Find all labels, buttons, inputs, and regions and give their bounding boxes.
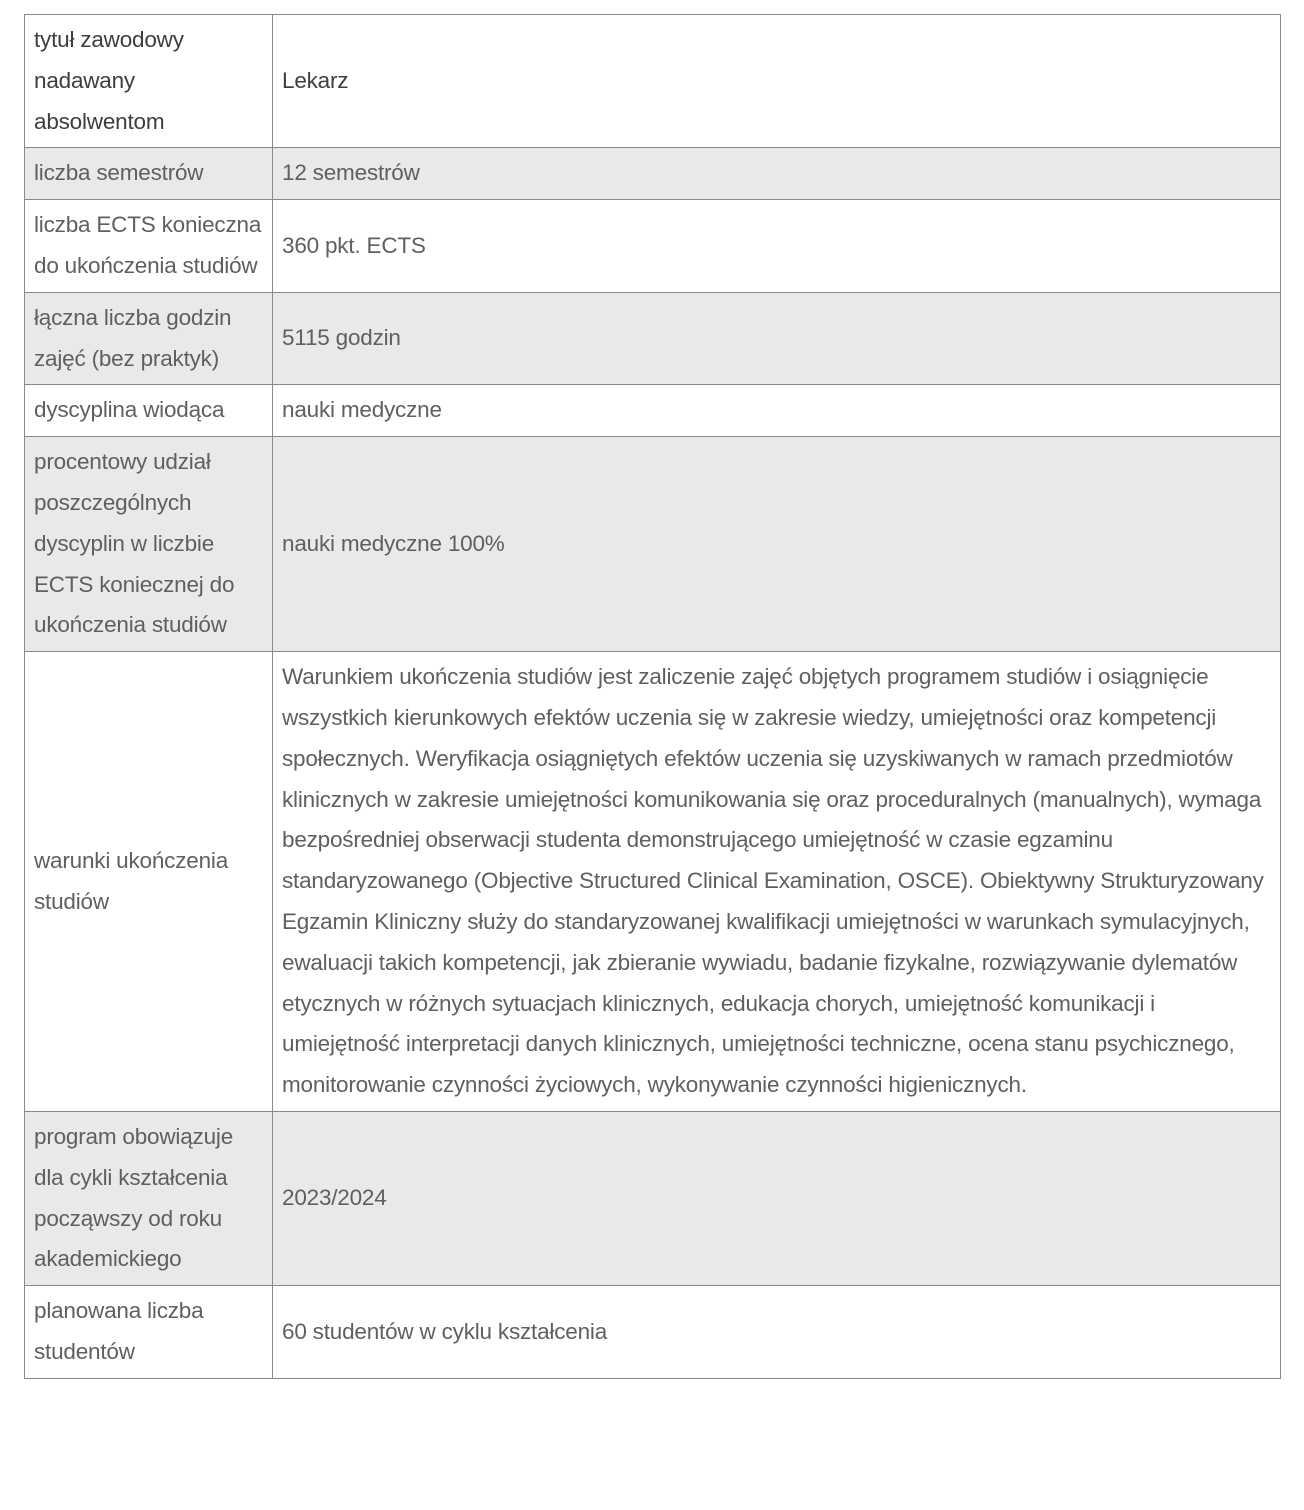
row-value: Lekarz xyxy=(273,15,1281,148)
row-leading-discipline xyxy=(25,385,1281,437)
row-label: planowana liczba studentów xyxy=(25,1286,273,1379)
row-value: 60 studentów w cyklu kształcenia xyxy=(273,1286,1281,1379)
row-label: liczba ECTS konieczna do ukończenia studiów xyxy=(25,200,273,293)
row-label: dyscyplina wiodąca xyxy=(25,385,273,437)
row-hours xyxy=(25,292,1281,385)
row-value: nauki medyczne xyxy=(273,385,1281,437)
row-discipline-share xyxy=(25,437,1281,652)
row-label: liczba semestrów xyxy=(25,148,273,200)
row-planned-students xyxy=(25,1286,1281,1379)
row-professional-title xyxy=(25,15,1281,148)
row-value: Warunkiem ukończenia studiów jest zaliczenie zajęć objętych programem studiów i osiągnięcie wszystkich kierunkowych efektów uczenia się w zakresie wiedzy, umiejętności oraz kompetencji społecznych. Weryfikacja osiągniętych efektów uczenia się uzyskiwanych w ramach przedmiotów klinicznych w zakresie umiejętności komunikowania się oraz proceduralnych (manualnych), wymaga bezpośredniej obserwacji studenta demonstrującego umiejętność w czasie egzaminu standaryzowanego (Objective Structured Clinical Examination, OSCE). Obiektywny Strukturyzowany Egzamin Kliniczny służy do standaryzowanej kwalifikacji umiejętności w warunkach symulacyjnych, ewaluacji takich kompetencji, jak zbieranie wywiadu, badanie fizykalne, rozwiązywanie dylematów etycznych w różnych sytuacjach klinicznych, edukacja chorych, umiejętność komunikacji i umiejętność interpretacji danych klinicznych, umiejętności techniczne, ocena stanu psychicznego, monitorowanie czynności życiowych, wykonywanie czynności higienicznych. xyxy=(273,652,1281,1112)
row-value: 2023/2024 xyxy=(273,1111,1281,1285)
row-value: 12 semestrów xyxy=(273,148,1281,200)
row-program-validity xyxy=(25,1111,1281,1285)
row-label: łączna liczba godzin zajęć (bez praktyk) xyxy=(25,292,273,385)
row-semesters xyxy=(25,148,1281,200)
program-info-table xyxy=(24,14,1281,1379)
row-completion-conditions xyxy=(25,652,1281,1112)
row-value: nauki medyczne 100% xyxy=(273,437,1281,652)
row-value: 5115 godzin xyxy=(273,292,1281,385)
row-ects xyxy=(25,200,1281,293)
row-label: warunki ukończenia studiów xyxy=(25,652,273,1112)
row-label: program obowiązuje dla cykli kształcenia począwszy od roku akademickiego xyxy=(25,1111,273,1285)
program-info-container xyxy=(24,14,1280,1379)
row-label: procentowy udział poszczególnych dyscyplin w liczbie ECTS koniecznej do ukończenia studiów xyxy=(25,437,273,652)
row-label: tytuł zawodowy nadawany absolwentom xyxy=(25,15,273,148)
row-value: 360 pkt. ECTS xyxy=(273,200,1281,293)
